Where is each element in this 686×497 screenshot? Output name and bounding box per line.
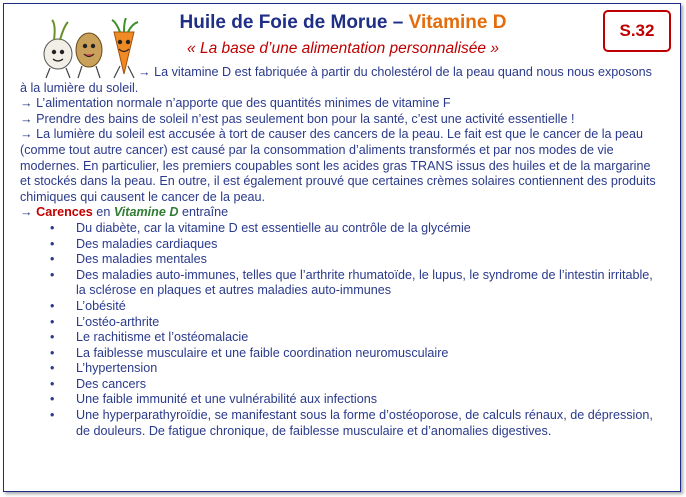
arrow-icon: →: [138, 65, 155, 79]
paragraph-4: [20, 127, 660, 205]
title-main: Huile de Foie de Morue –: [179, 12, 409, 33]
paragraph-3: [20, 112, 660, 128]
list-item: • Le rachitisme et l’ostéomalacie: [20, 330, 660, 346]
page-subtitle: « La base d’une alimentation personnalisée »: [187, 40, 499, 57]
carences-word: Carences: [36, 205, 93, 220]
list-item: • Une faible immunité et une vulnérabilité aux infections: [20, 392, 660, 408]
carences-en: en: [92, 205, 114, 220]
list-item: • Des maladies auto-immunes, telles que l’arthrite rhumatoïde, le lupus, le syndrome de l’intestin irritable, la sclérose en plaques et autres maladies auto-immunes: [20, 268, 660, 299]
arrow-icon: →: [20, 127, 37, 142]
content-body: [20, 65, 660, 439]
paragraph-2-text: L’alimentation normale n’apporte que des quantités minimes de vitamine F: [36, 96, 451, 111]
carences-rest: entraîne: [178, 205, 229, 220]
paragraph-2: [20, 96, 660, 112]
arrow-icon: →: [20, 96, 37, 111]
list-item: • L’obésité: [20, 299, 660, 315]
carences-vitamin: Vitamine D: [113, 205, 179, 220]
paragraph-4-text: La lumière du soleil est accusée à tort de causer des cancers de la peau. Le fait est que le cancer de la peau (comme tout autre cancer) est causé par la consommation d’aliments transformés et par nos modes de vie modernes. En particulier, les premiers coupables sont les acides gras TRANS issus des huiles et de la margarine et stockés dans la peau. En outre, il est également prouvé que certaines crèmes solaires contiennent des produits chimiques qui causent le cancer de la peau.: [20, 127, 656, 204]
list-item: • Du diabète, car la vitamine D est essentielle au contrôle de la glycémie: [20, 221, 660, 237]
list-item: • Des maladies cardiaques: [20, 237, 660, 253]
page-title: [0, 12, 686, 34]
deficiency-list: [20, 221, 660, 439]
arrow-icon: →: [20, 111, 37, 126]
slide-number-badge: S.32: [603, 10, 671, 52]
paragraph-3-text: Prendre des bains de soleil n’est pas seulement bon pour la santé, c’est une activité essentielle !: [36, 111, 575, 126]
list-item: • Une hyperparathyroïdie, se manifestant sous la forme d’ostéoporose, de calculs rénaux, de dépression, de douleurs. De fatigue chronique, de faiblesse musculaire et d’anomalies digestives.: [20, 408, 660, 439]
list-item: • Des maladies mentales: [20, 252, 660, 268]
list-item: • La faiblesse musculaire et une faible coordination neuromusculaire: [20, 346, 660, 362]
paragraph-1-text: La vitamine D est fabriquée à partir du cholestérol de la peau quand nous nous exposons à la lumière du soleil.: [20, 65, 652, 95]
list-item: • L’hypertension: [20, 361, 660, 377]
carences-heading: [20, 205, 660, 221]
title-accent: Vitamine D: [408, 12, 507, 33]
paragraph-1: [20, 65, 660, 96]
list-item: • Des cancers: [20, 377, 660, 393]
arrow-icon: →: [20, 205, 37, 220]
list-item: • L’ostéo-arthrite: [20, 315, 660, 331]
